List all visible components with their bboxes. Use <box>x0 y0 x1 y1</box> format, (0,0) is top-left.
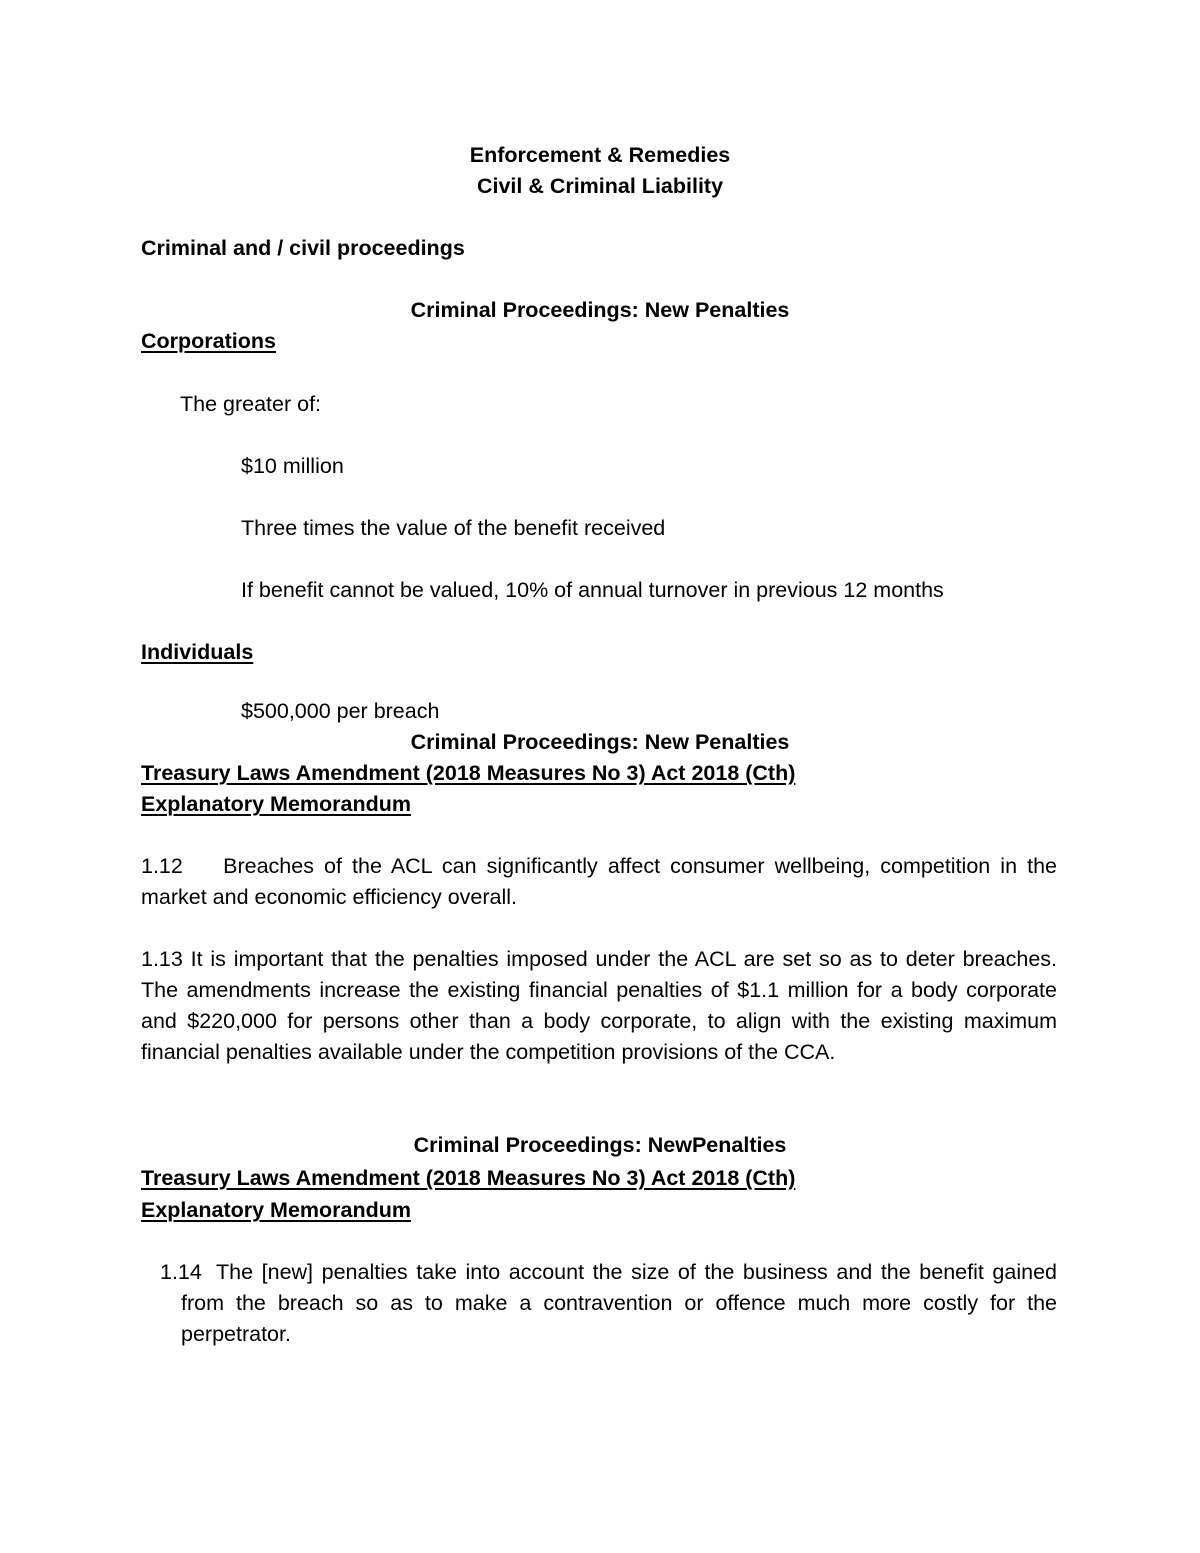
greater-of-text: The greater of: <box>180 392 322 416</box>
block2-act-title: Treasury Laws Amendment (2018 Measures No 3) Act 2018 (Cth) <box>141 761 796 785</box>
paragraph-1-14-number: 1.14 <box>160 1260 202 1284</box>
document-subtitle: Civil & Criminal Liability <box>476 174 724 198</box>
paragraph-1-12: 1.12 Breaches of the ACL can significantly affect consumer wellbeing, competition in the market and economic efficiency overall. <box>141 854 1063 909</box>
individuals-item: $500,000 per breach <box>241 699 440 723</box>
block3-heading: Criminal Proceedings: NewPenalties <box>413 1133 787 1157</box>
individuals-label: Individuals <box>141 640 254 664</box>
paragraph-1-14: The [new] penalties take into account the size of the business and the benefit gained from the breach so as to make a contravention or offence much more costly for the perpetrator. <box>181 1260 1057 1346</box>
block3-memo-title: Explanatory Memorandum <box>141 1198 411 1222</box>
document-title: Enforcement & Remedies <box>469 143 731 167</box>
block2-memo-title: Explanatory Memorandum <box>141 792 411 816</box>
block1-heading: Criminal Proceedings: New Penalties <box>410 298 790 322</box>
corporations-label: Corporations <box>141 329 276 353</box>
paragraph-1-13: 1.13 It is important that the penalties imposed under the ACL are set so as to deter breaches. The amendments increase the existing financial penalties of $1.1 million for a body corporate and $220,000 for persons other than a body corporate, to align with the existing maximum financial penalties available under the competition provisions of the CCA. <box>141 947 1057 1064</box>
block3-act-title: Treasury Laws Amendment (2018 Measures No 3) Act 2018 (Cth) <box>141 1166 796 1190</box>
section-heading: Criminal and / civil proceedings <box>141 236 465 260</box>
block2-heading: Criminal Proceedings: New Penalties <box>410 730 790 754</box>
penalty-item-3: If benefit cannot be valued, 10% of annual turnover in previous 12 months <box>241 578 944 602</box>
penalty-item-2: Three times the value of the benefit received <box>241 516 666 540</box>
penalty-item-1: $10 million <box>241 454 344 478</box>
